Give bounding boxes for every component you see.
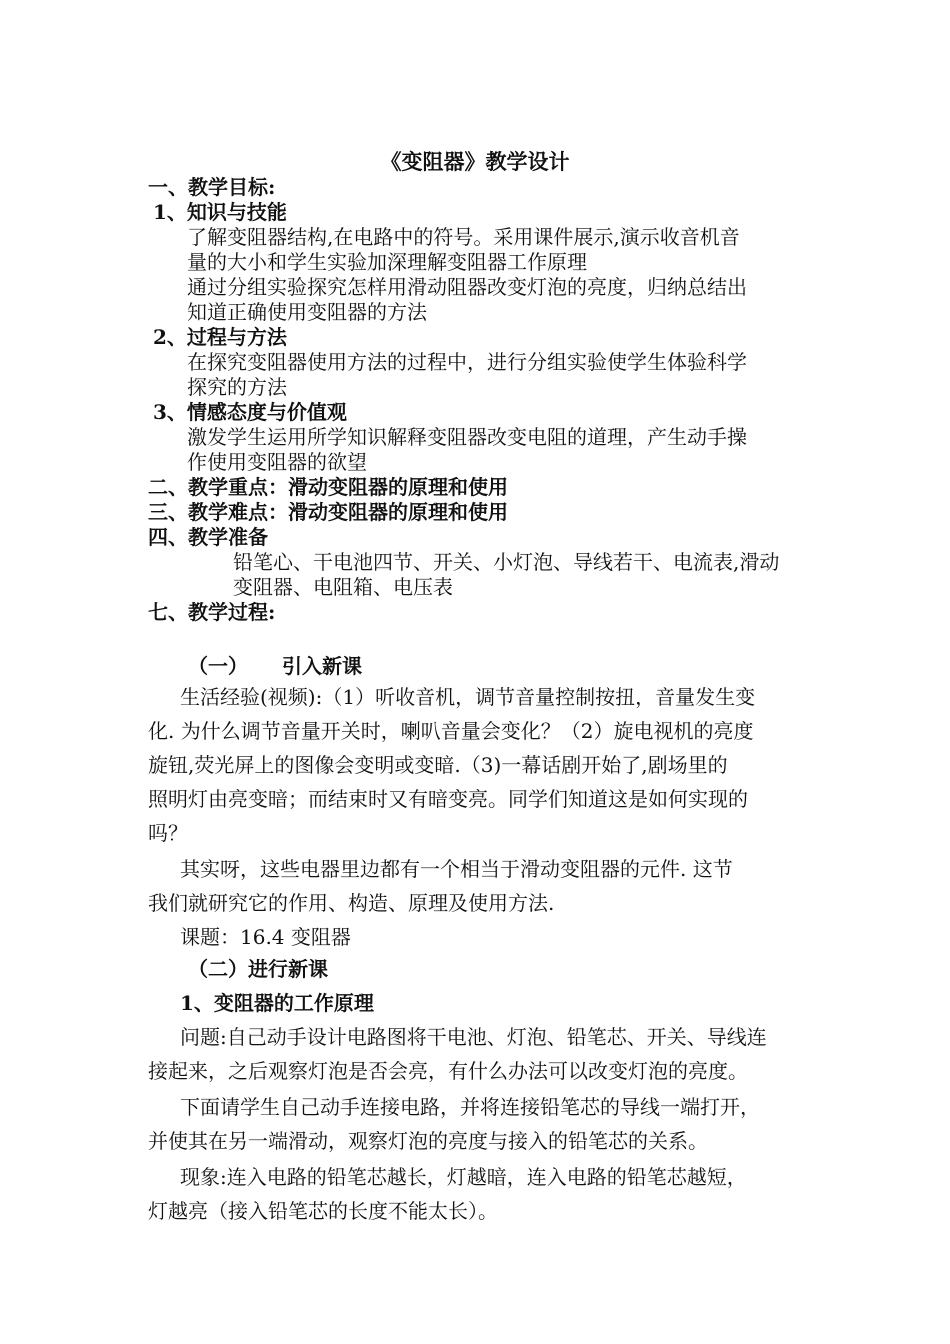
paragraph-line: 接起来，之后观察灯泡是否会亮，有什么办法可以改变灯泡的亮度。 [148,1059,748,1083]
knowledge-text-line: 知道正确使用变阻器的方法 [187,300,427,324]
paragraph-line: 下面请学生自己动手连接电路，并将连接铅笔芯的导线一端打开， [180,1095,760,1119]
document-title: 《变阻器》教学设计 [380,149,570,174]
paragraph-line: 照明灯由亮变暗；而结束时又有暗变亮。同学们知道这是如何实现的 [148,787,748,811]
knowledge-text-line: 通过分组实验探究怎样用滑动阻器改变灯泡的亮度，归纳总结出 [187,275,747,299]
subsection-heading: 1、变阻器的工作原理 [180,991,374,1015]
subsection-1-3-heading: 3、情感态度与价值观 [153,400,347,424]
part-1-number: （一） [188,654,248,678]
section-3-heading: 三、教学难点：滑动变阻器的原理和使用 [148,500,508,524]
part-2-heading: （二）进行新课 [188,957,328,981]
knowledge-text-line: 量的大小和学生实验加深理解变阻器工作原理 [187,250,587,274]
process-text-line: 探究的方法 [187,375,287,399]
paragraph-line: 其实呀，这些电器里边都有一个相当于滑动变阻器的元件. 这节 [180,857,733,881]
attitude-text-line: 激发学生运用所学知识解释变阻器改变电阻的道理，产生动手操 [187,425,747,449]
paragraph-line: 问题:自己动手设计电路图将干电池、灯泡、铅笔芯、开关、导线连 [180,1025,767,1049]
paragraph-line: 化. 为什么调节音量开关时，喇叭音量会变化？（2）旋电视机的亮度 [148,719,754,743]
paragraph-line: 并使其在另一端滑动，观察灯泡的亮度与接入的铅笔芯的关系。 [148,1129,708,1153]
paragraph-line: 旋钮,荧光屏上的图像会变明或变暗.（3)一幕话剧开始了,剧场里的 [148,753,728,777]
paragraph-line: 现象:连入电路的铅笔芯越长，灯越暗，连入电路的铅笔芯越短， [180,1165,747,1189]
part-1-title: 引入新课 [282,654,362,678]
paragraph-line: 我们就研究它的作用、构造、原理及使用方法. [148,891,555,915]
materials-text-line: 铅笔心、干电池四节、开关、小灯泡、导线若干、电流表,滑动 [233,550,780,574]
lesson-topic: 课题：16.4 变阻器 [180,925,351,949]
knowledge-text-line: 了解变阻器结构,在电路中的符号。采用课件展示,演示收音机音 [187,225,740,249]
attitude-text-line: 作使用变阻器的欲望 [187,450,367,474]
subsection-1-2-heading: 2、过程与方法 [153,325,287,349]
subsection-1-1-heading: 1、知识与技能 [153,200,287,224]
paragraph-line: 生活经验(视频):（1）听收音机，调节音量控制按扭，音量发生变 [180,685,756,709]
process-text-line: 在探究变阻器使用方法的过程中，进行分组实验使学生体验科学 [187,350,747,374]
section-1-heading: 一、教学目标: [148,175,276,199]
section-4-heading: 四、教学准备 [148,525,268,549]
section-2-heading: 二、教学重点：滑动变阻器的原理和使用 [148,475,508,499]
paragraph-line: 吗？ [148,821,188,845]
section-7-heading: 七、教学过程: [148,600,276,624]
paragraph-line: 灯越亮（接入铅笔芯的长度不能太长）。 [148,1199,498,1223]
materials-text-line: 变阻器、电阻箱、电压表 [233,575,453,599]
